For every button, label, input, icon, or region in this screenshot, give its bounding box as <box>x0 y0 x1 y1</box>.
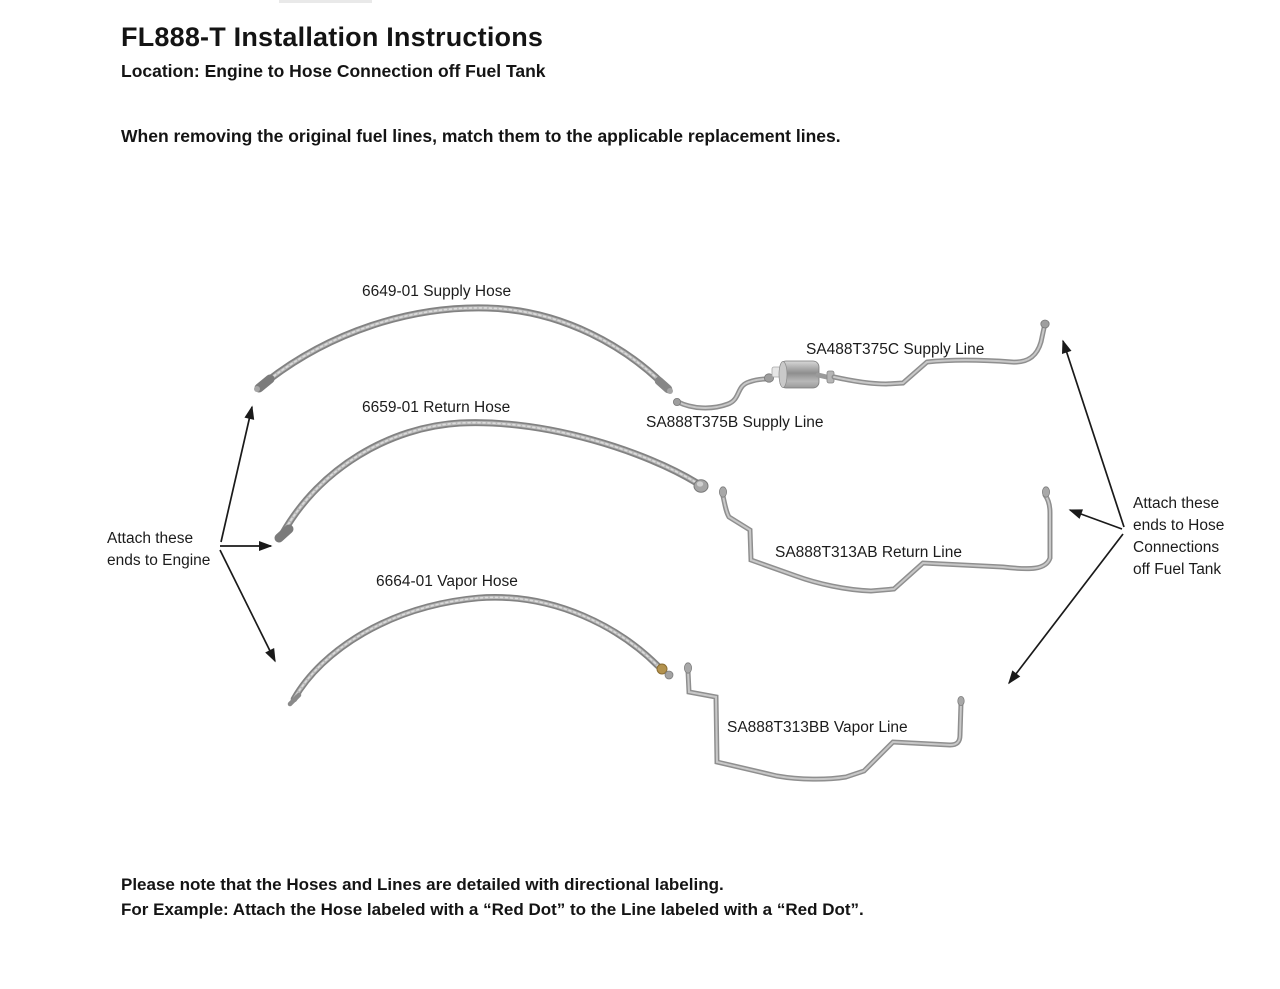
label-return-hose: 6659-01 Return Hose <box>362 399 511 416</box>
arrow-to-vapor-hose-end <box>220 550 275 661</box>
vapor-hose-drawing <box>290 597 673 704</box>
annotation-tank-line-4: off Fuel Tank <box>1133 561 1222 578</box>
arrow-to-supply-hose-end <box>221 407 252 542</box>
annotation-tank-line-1: Attach these <box>1133 495 1220 512</box>
annotation-tank-line-2: ends to Hose <box>1133 517 1225 534</box>
label-vapor-line-bb: SA888T313BB Vapor Line <box>727 719 908 736</box>
supply-line-b-drawing <box>673 374 773 408</box>
page-title: FL888-T Installation Instructions <box>121 22 544 52</box>
arrow-to-supply-line-end <box>1063 341 1124 527</box>
return-line-ab-drawing <box>719 487 1050 591</box>
label-return-line-ab: SA888T313AB Return Line <box>775 544 962 561</box>
red-dot-example-note: For Example: Attach the Hose labeled with a “Red Dot” to the Line labeled with a “Red Dot”. <box>121 900 864 919</box>
annotation-engine-line-2: ends to Engine <box>107 552 211 569</box>
label-supply-hose: 6649-01 Supply Hose <box>362 283 512 300</box>
annotation-attach-engine <box>107 528 210 572</box>
return-hose-drawing <box>279 423 708 538</box>
label-supply-line-b: SA888T375B Supply Line <box>646 414 824 431</box>
annotation-attach-fuel-tank <box>1133 493 1224 581</box>
fuel-tank-arrows <box>1009 341 1124 683</box>
annotation-tank-line-3: Connections <box>1133 539 1220 556</box>
label-vapor-hose: 6664-01 Vapor Hose <box>376 573 518 590</box>
engine-arrows <box>220 407 275 661</box>
directional-labeling-note: Please note that the Hoses and Lines are detailed with directional labeling. <box>121 875 724 894</box>
arrow-to-vapor-line-end <box>1009 534 1123 683</box>
location-subtitle: Location: Engine to Hose Connection off Fuel Tank <box>121 61 546 81</box>
instruction-text: When removing the original fuel lines, match them to the applicable replacement lines. <box>121 126 841 146</box>
annotation-engine-line-1: Attach these <box>107 530 194 547</box>
arrow-to-return-line-end <box>1070 510 1122 529</box>
supply-hose-drawing <box>254 308 673 394</box>
label-supply-line-c: SA488T375C Supply Line <box>806 341 985 358</box>
